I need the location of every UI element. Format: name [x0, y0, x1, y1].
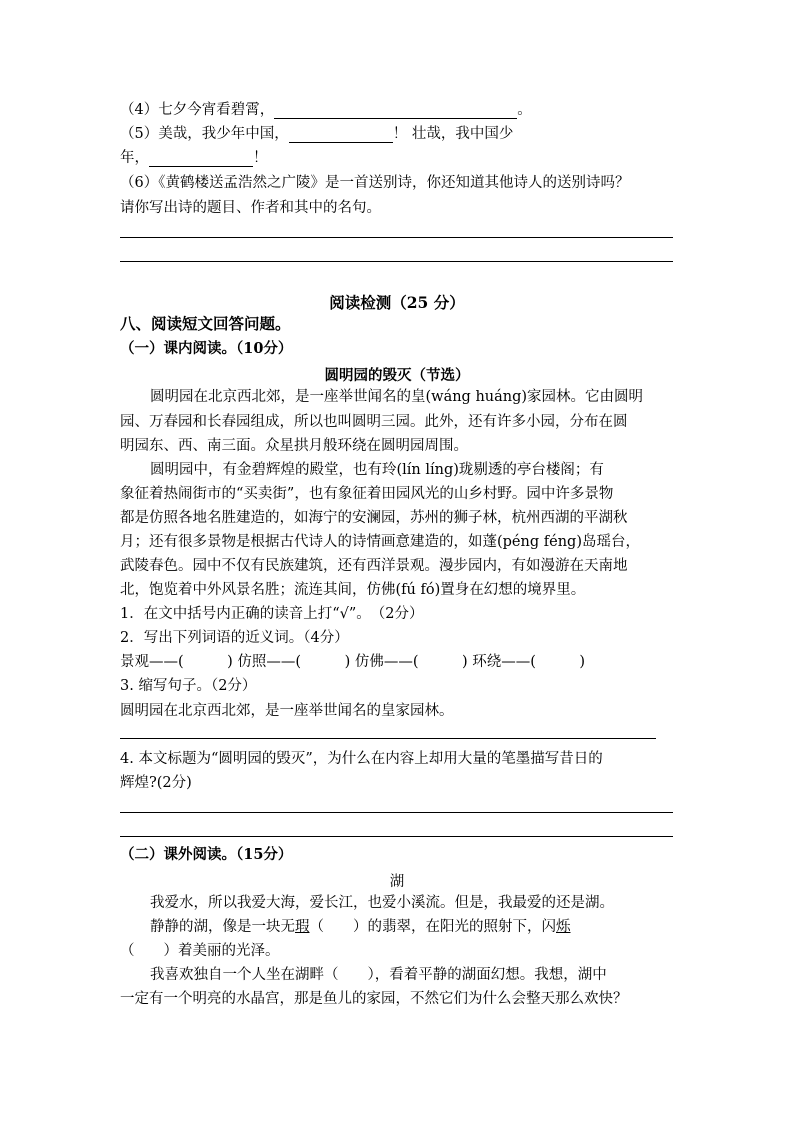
poem-q5-line2-suffix: ！	[253, 150, 268, 166]
answer-blank[interactable]	[289, 128, 393, 143]
question-2-items: 景观——( ) 仿照——( ) 仿佛——( ) 环绕——( )	[120, 654, 586, 670]
poem-q5-line2-prefix: 年，	[120, 150, 149, 166]
poem-q4-suffix: 。	[517, 102, 532, 118]
p4-text: （ ）的翡翠，在阳光的照射下，闪	[309, 919, 556, 935]
answer-line[interactable]	[120, 836, 673, 837]
answer-line[interactable]	[120, 812, 673, 813]
part-heading: 八、阅读短文回答问题。	[120, 314, 291, 333]
question-3: 3. 缩写句子。（2分）	[120, 678, 257, 694]
question-1: 1．在文中括号内正确的读音上打“√”。 （2分）	[120, 606, 424, 622]
question-4-line1: 4. 本文标题为“圆明园的毁灭”，为什么在内容上却用大量的笔墨描写昔日的	[120, 751, 603, 767]
section-title: 阅读检测（25 分）	[329, 293, 465, 312]
p4-line2: （ ）着美丽的光泽。	[120, 943, 280, 959]
answer-line[interactable]	[120, 237, 673, 238]
passage2-title: 湖	[389, 874, 405, 890]
p5-text: （ ），看着平静的湖面幻想。我想，湖中	[324, 967, 607, 983]
poem-q6-line2: 请你写出诗的题目、作者和其中的名句。	[120, 200, 381, 216]
p2-line: 武陵春色。园中不仅有民族建筑，还有西洋景观。漫步园内，有如漫游在天南地	[120, 558, 628, 574]
answer-line[interactable]	[120, 738, 656, 739]
passage1-title: 圆明园的毁灭（节选）	[324, 367, 470, 384]
p4-text: 静静的湖，像是一块无	[150, 919, 295, 935]
poem-q6-line1: （6）《黄鹤楼送孟浩然之广陵》是一首送别诗，你还知道其他诗人的送别诗吗？	[120, 175, 630, 191]
p1-line: 园、万春园和长春园组成，所以也叫圆明三园。此外，还有许多小园，分布在圆	[120, 414, 628, 430]
question-2: 2．写出下列词语的近义词。（4分）	[120, 630, 349, 646]
sub2-heading: （二）课外阅读。（15分）	[120, 846, 293, 863]
underlined-word: 烁	[556, 919, 571, 935]
p1-line: 圆明园在北京西北郊，是一座举世闻名的皇(wáng huáng)家园林。它由圆明	[150, 389, 644, 405]
answer-blank[interactable]	[149, 152, 253, 167]
p4-line1	[120, 918, 571, 936]
underlined-word: 瑕	[295, 919, 310, 935]
p1-line: 明园东、西、南三面。众星拱月般环绕在圆明园周围。	[120, 438, 468, 454]
p5-line1	[120, 966, 607, 984]
p2-line: 都是仿照各地名胜建造的，如海宁的安澜园，苏州的狮子林，杭州西湖的平湖秋	[120, 510, 628, 526]
p5-word: 畔	[309, 967, 324, 983]
poem-q5-mid: ！ 壮哉，我中国少	[392, 126, 514, 142]
p5-line2: 一定有一个明亮的水晶宫，那是鱼儿的家园，不然它们为什么会整天那么欢快？	[120, 991, 628, 1007]
poem-q4-prefix: （4）七夕今宵看碧霄，	[120, 102, 275, 118]
p2-line: 月；还有很多景物是根据古代诗人的诗情画意建造的，如蓬(péng féng)岛瑶台，	[120, 534, 640, 550]
answer-blank[interactable]	[274, 104, 517, 119]
p2-line: 北，饱览着中外风景名胜；流连其间，仿佛(fú fó)置身在幻想的境界里。	[120, 582, 586, 598]
poem-q5	[120, 125, 513, 143]
poem-q5-line2	[120, 149, 268, 167]
answer-line[interactable]	[120, 261, 673, 262]
p2-line: 圆明园中，有金碧辉煌的殿堂，也有玲(lín líng)珑剔透的亭台楼阁；有	[150, 462, 604, 478]
p2-line: 象征着热闹街市的“买卖街”，也有象征着田园风光的山乡村野。园中许多景物	[120, 486, 614, 502]
p5-text: 我喜欢独自一个人坐在湖	[150, 967, 310, 983]
p3-line: 我爱水，所以我爱大海，爱长江，也爱小溪流。但是，我最爱的还是湖。	[150, 895, 614, 911]
question-3-sentence: 圆明园在北京西北郊，是一座举世闻名的皇家园林。	[120, 703, 454, 719]
poem-q4	[120, 101, 532, 119]
sub1-heading: （一）课内阅读。（10分）	[120, 340, 293, 357]
question-4-line2: 辉煌?(2分)	[120, 775, 192, 791]
poem-q5-prefix: （5）美哉，我少年中国，	[120, 126, 289, 142]
